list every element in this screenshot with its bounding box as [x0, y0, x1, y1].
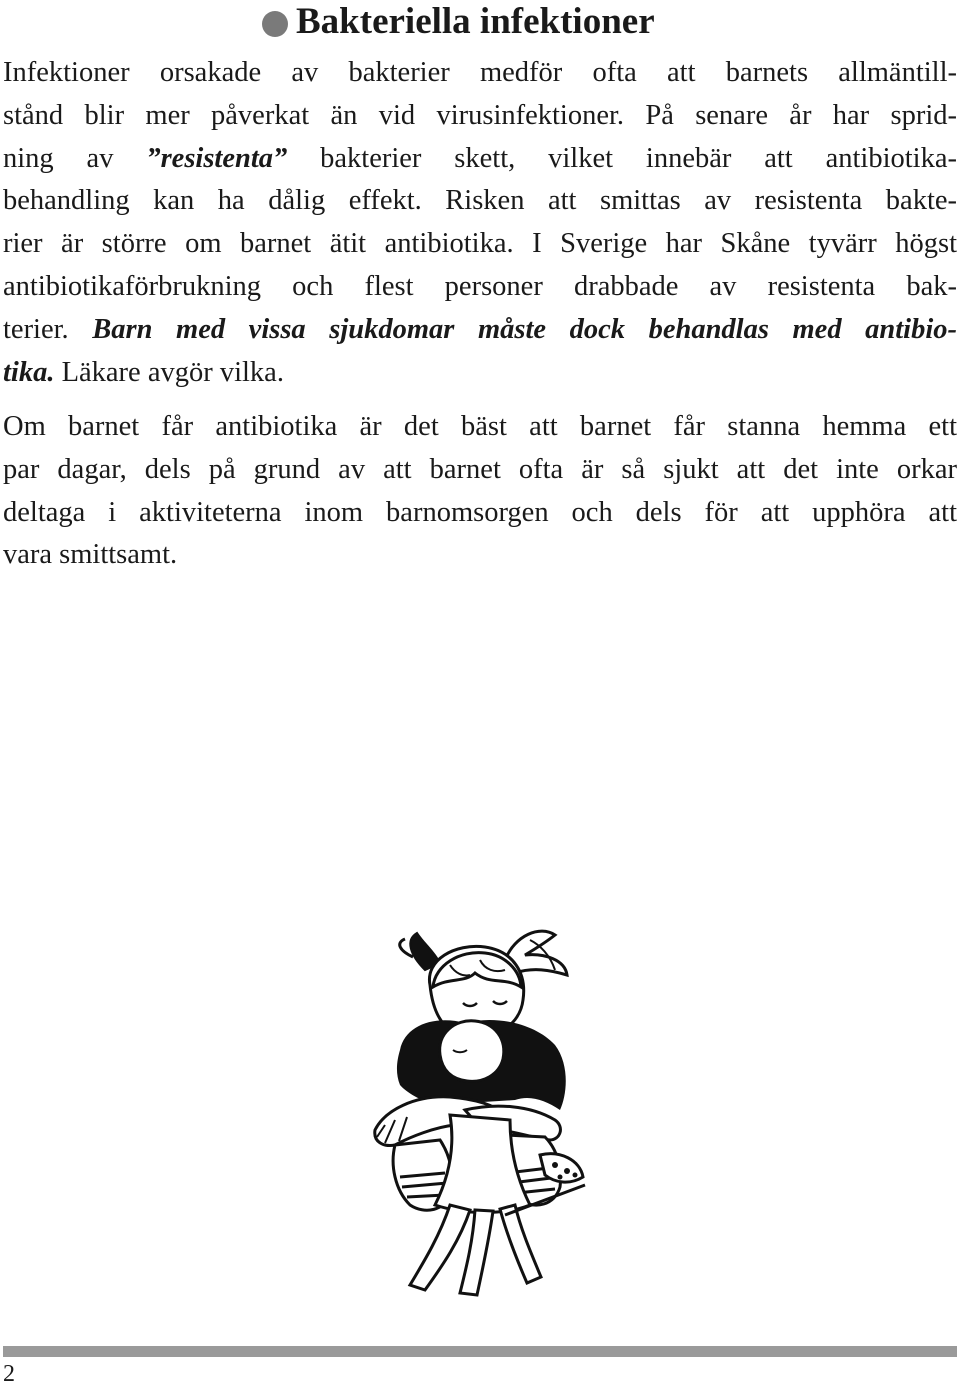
text-run: bakterier skett, vilket innebär att antibiotika-	[287, 142, 957, 174]
text-line	[3, 138, 957, 181]
section-heading	[262, 0, 655, 44]
text-run: Läkare avgör vilka.	[54, 356, 284, 388]
text-line: vara smittsamt.	[3, 539, 178, 571]
text-line: antibiotikaförbrukning och flest personer drabbade av resistenta bak-	[3, 270, 957, 302]
text-line	[3, 309, 957, 352]
emphasis-sentence: Barn med vissa sjukdomar måste dock behandlas med antibio-	[92, 313, 957, 345]
emphasis-resistenta: ”resistenta”	[146, 142, 288, 174]
text-line: par dagar, dels på grund av att barnet ofta är så sjukt att det inte orkar	[3, 453, 957, 485]
emphasis-sentence-end: tika.	[3, 356, 55, 388]
text-run: ning av	[3, 142, 147, 174]
text-line: behandling kan ha dålig effekt. Risken att smittas av resistenta bakte-	[3, 185, 957, 217]
text-line: stånd blir mer påverkat än vid virusinfektioner. På senare år har sprid-	[3, 99, 957, 131]
text-line: rier är större om barnet ätit antibiotika. I Sverige har Skåne tyvärr högst	[3, 228, 957, 260]
text-run: terier.	[3, 313, 93, 345]
page-number: 2	[3, 1361, 15, 1387]
text-line: Om barnet får antibiotika är det bäst att barnet får stanna hemma ett	[3, 411, 957, 442]
text-line: deltaga i aktiviteterna inom barnomsorgen och dels för att upphöra att	[3, 496, 957, 528]
sick-child-with-doll-illustration	[355, 915, 590, 1300]
text-line	[3, 352, 957, 395]
footer-rule	[3, 1346, 957, 1357]
heading-text: Bakteriella infektioner	[296, 1, 655, 42]
text-line: Infektioner orsakade av bakterier medför ofta att barnets allmäntill-	[3, 57, 957, 88]
circle-bullet-icon	[262, 11, 288, 37]
paragraph-bacterial-infections	[3, 52, 957, 394]
paragraph-antibiotics-home	[3, 406, 957, 577]
